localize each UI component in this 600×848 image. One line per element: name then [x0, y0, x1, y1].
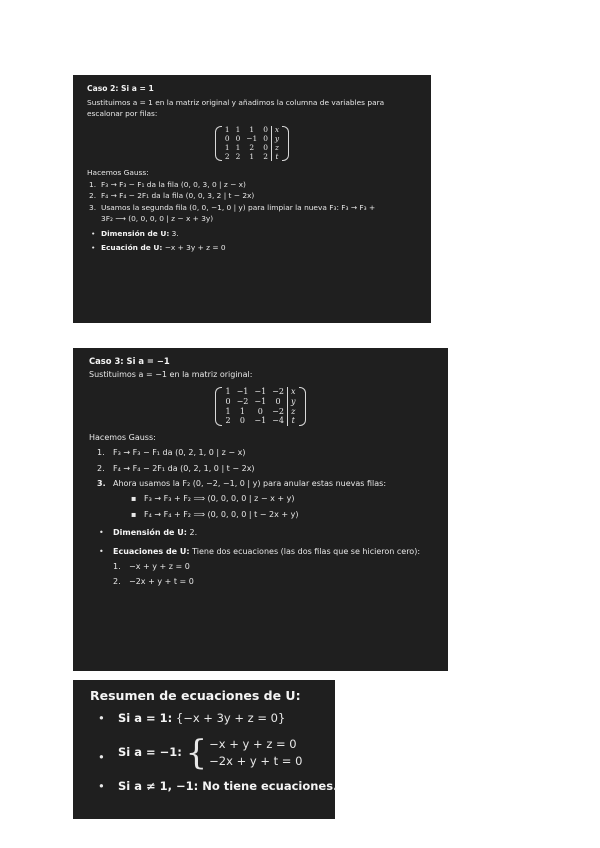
summary-title: Resumen de ecuaciones de U: — [90, 688, 301, 703]
matrix-cell: z — [271, 144, 282, 153]
case3-step: 1. F₃ → F₃ − F₁ da (0, 2, 1, 0 | z − x) — [97, 448, 246, 458]
matrix-cell: x — [271, 126, 282, 135]
matrix-cell: 0 — [239, 416, 246, 426]
matrix-cell: 0 — [235, 133, 241, 143]
matrix-cell: −4 — [272, 416, 284, 426]
matrix-cell: 2 — [235, 151, 241, 161]
matrix-row — [222, 416, 298, 426]
matrix-cell: −1 — [254, 387, 267, 397]
matrix-row — [222, 397, 298, 407]
matrix-cell: −1 — [246, 133, 258, 143]
case2-step-cont: 3F₂ ⟶ (0, 0, 0, 0 | z − x + 3y) — [101, 214, 214, 224]
matrix-cell: 0 — [225, 396, 231, 406]
case3-step: 2. F₄ → F₄ − 2F₁ da (0, 2, 1, 0 | t − 2x) — [97, 463, 255, 473]
matrix-cell: 1 — [224, 142, 230, 152]
case3-gauss-label: Hacemos Gauss: — [89, 432, 156, 442]
matrix-cell: −1 — [254, 416, 267, 426]
case3-panel — [73, 348, 448, 671]
case2-intro: Sustituimos a = 1 en la matriz original y añadimos la columna de variables para escalonar por filas: — [87, 98, 385, 119]
matrix-cell: y — [287, 397, 298, 407]
case3-equation-item: 2. −2x + y + t = 0 — [113, 577, 194, 587]
brace-icon: { — [185, 732, 208, 773]
case2-step: 1. F₃ → F₃ − F₁ da la fila (0, 0, 3, 0 | z − x) — [89, 179, 246, 189]
matrix-cell: 1 — [224, 124, 230, 134]
case2-step: 2. F₄ → F₄ − 2F₁ da la fila (0, 0, 3, 2 | t − 2x) — [89, 191, 255, 201]
case3-substep: ▪ F₃ → F₃ + F₂ ⟹ (0, 0, 0, 0 | z − x + y) — [131, 494, 295, 504]
matrix-cell: 0 — [257, 406, 263, 416]
case2-equation: • Ecuación de U: −x + 3y + z = 0 — [91, 243, 226, 253]
matrix-cell: 2 — [224, 151, 230, 161]
summary-case-eq: −2x + y + t = 0 — [209, 753, 303, 768]
case3-dimension: • Dimensión de U: 2. — [99, 528, 198, 538]
matrix-cell: 2 — [225, 416, 231, 426]
matrix-cell: x — [287, 387, 298, 397]
matrix-cell: −1 — [254, 396, 267, 406]
case2-panel — [73, 75, 431, 323]
matrix-cell: 1 — [249, 124, 255, 134]
matrix-cell: y — [271, 135, 282, 144]
case2-dimension: • Dimensión de U: 3. — [91, 228, 179, 238]
summary-item-other: • Si a ≠ 1, −1: No tiene ecuaciones. — [98, 778, 338, 793]
summary-panel — [73, 680, 338, 819]
matrix-row — [222, 153, 282, 162]
matrix-cell: t — [271, 153, 282, 162]
case3-equations: • Ecuaciones de U: Tiene dos ecuaciones (las dos filas que se hicieron cero): — [99, 546, 421, 556]
case3-intro: Sustituimos a = −1 en la matriz original: — [89, 370, 253, 379]
matrix-cell: 2 — [249, 142, 255, 152]
matrix-cell: 1 — [235, 142, 241, 152]
matrix-cell: −2 — [236, 396, 249, 406]
case2-step: 3. Usamos la segunda fila (0, 0, −1, 0 | y) para limpiar la nueva F₃: F₃ → F₃ + — [89, 202, 376, 212]
matrix-cell: 1 — [225, 387, 231, 397]
matrix-cell: 1 — [225, 406, 231, 416]
matrix-cell: t — [287, 416, 298, 426]
matrix-cell: 2 — [263, 151, 268, 161]
matrix-cell: 0 — [263, 133, 268, 143]
matrix-row — [222, 407, 298, 417]
case3-matrix — [89, 387, 432, 425]
summary-case-eq: −x + y + z = 0 — [209, 737, 297, 752]
matrix-cell: 0 — [275, 396, 281, 406]
summary-item-a1: • Si a = 1: {−x + 3y + z = 0} — [98, 711, 286, 725]
case3-substep: ▪ F₄ → F₄ + F₂ ⟹ (0, 0, 0, 0 | t − 2x + y) — [131, 509, 299, 519]
case3-step: 3. Ahora usamos la F₂ (0, −2, −1, 0 | y) para anular estas nuevas filas: — [97, 478, 387, 488]
summary-item-am1: • Si a = −1: { −x + y + z = 0 −2x + y + t = 0 — [98, 732, 303, 773]
matrix-cell: z — [287, 407, 298, 417]
matrix-cell: 0 — [263, 124, 268, 134]
case3-equation-item: 1. −x + y + z = 0 — [113, 561, 190, 571]
case2-matrix — [87, 126, 417, 162]
matrix-cell: 1 — [239, 406, 246, 416]
matrix-cell: 0 — [224, 133, 230, 143]
case2-title: Caso 2: Si a = 1 — [87, 84, 154, 93]
matrix-cell: −1 — [236, 387, 249, 397]
matrix-cell: 1 — [235, 124, 241, 134]
case2-gauss-label: Hacemos Gauss: — [87, 168, 149, 178]
case3-title: Caso 3: Si a = −1 — [89, 356, 170, 366]
matrix-cell: −2 — [272, 387, 284, 397]
matrix-cell: 0 — [263, 142, 268, 152]
matrix-cell: 1 — [249, 151, 255, 161]
matrix-row — [222, 387, 298, 397]
matrix-cell: −2 — [272, 406, 284, 416]
